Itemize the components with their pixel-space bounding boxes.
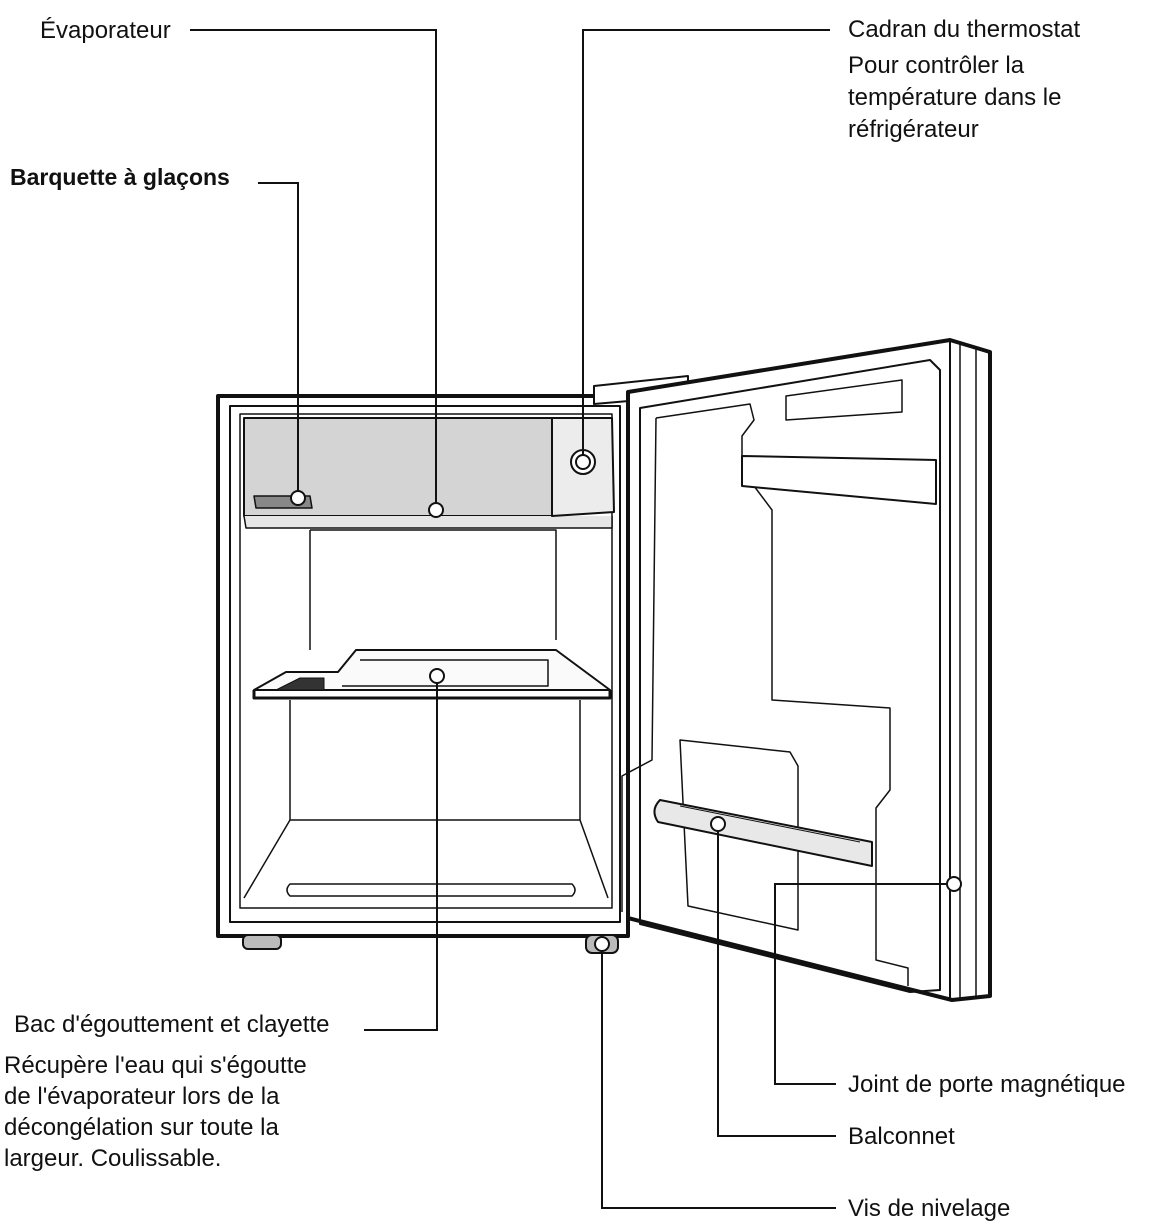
marker-evaporateur [429, 503, 443, 517]
label-joint: Joint de porte magnétique [848, 1071, 1126, 1098]
label-evaporateur: Évaporateur [40, 17, 171, 44]
label-balconnet: Balconnet [848, 1123, 955, 1150]
label-barquette: Barquette à glaçons [10, 164, 230, 190]
label-bac-desc: Récupère l'eau qui s'égoutte de l'évaporateur lors de la décongélation sur toute la largeur. Coulissable. [4, 1052, 307, 1172]
label-vis: Vis de nivelage [848, 1195, 1011, 1222]
label-thermostat-desc: Pour contrôler la température dans le réfrigérateur [848, 52, 1062, 143]
marker-thermostat [576, 455, 590, 469]
label-thermostat-title: Cadran du thermostat [848, 16, 1081, 43]
fridge-door [594, 340, 990, 1000]
marker-joint [947, 877, 961, 891]
marker-barquette [291, 491, 305, 505]
label-bac: Bac d'égouttement et clayette [14, 1011, 330, 1038]
marker-bac [430, 669, 444, 683]
marker-vis [595, 937, 609, 951]
marker-balconnet [711, 817, 725, 831]
